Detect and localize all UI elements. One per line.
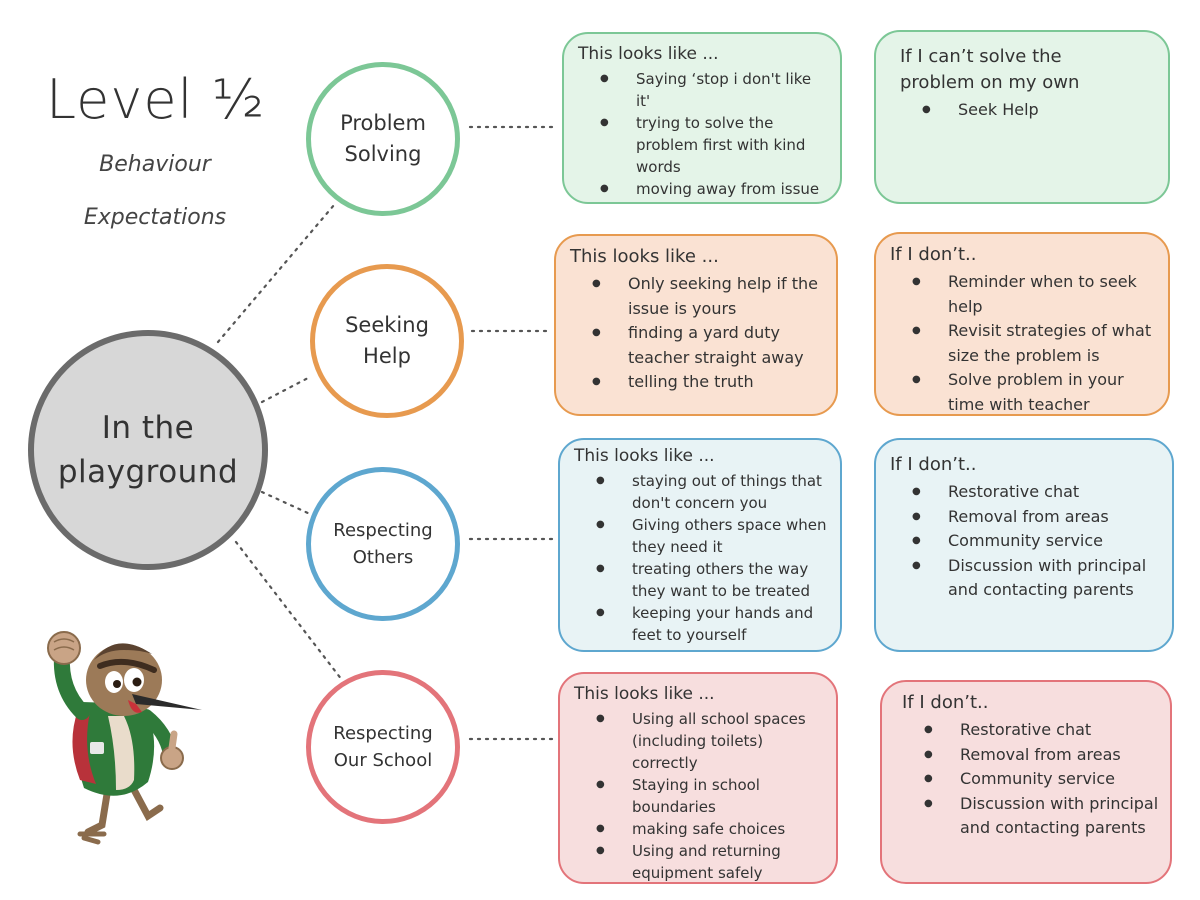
- bullet-list: [890, 270, 1158, 417]
- bullet-list: [900, 98, 1158, 123]
- node-label: Respecting: [333, 520, 433, 541]
- list-item: ● Using and returning equipment safely: [632, 840, 826, 884]
- list-item: ● Solve problem in your time with teacher: [948, 368, 1158, 417]
- node-label: Our School: [333, 750, 433, 771]
- list-item: ● Community service: [960, 767, 1160, 792]
- looks-like-box-respecting-school: [558, 672, 838, 884]
- box-heading: This looks like ...: [574, 446, 715, 466]
- list-item: ● Revisit strategies of what size the problem is: [948, 319, 1158, 368]
- consequence-box-respecting-others: [874, 438, 1174, 652]
- list-item: ● Discussion with principal and contacting parents: [948, 554, 1162, 603]
- looks-like-box-problem-solving: [562, 32, 842, 204]
- subtitle-line-1: Behaviour: [99, 152, 211, 177]
- list-item: ● Saying ‘stop i don't like it': [636, 68, 830, 112]
- list-item: ● Removal from areas: [960, 743, 1160, 768]
- list-item: ● Only seeking help if the issue is yours: [628, 272, 826, 321]
- box-heading: This looks like ...: [578, 44, 719, 64]
- node-label: Help: [363, 344, 411, 368]
- list-item: ● Community service: [948, 529, 1162, 554]
- list-item: ● Using all school spaces (including toilets) correctly: [632, 708, 826, 774]
- list-item: ● Restorative chat: [960, 718, 1160, 743]
- node-respecting-our-school: [306, 670, 460, 824]
- list-item: ● Restorative chat: [948, 480, 1162, 505]
- bullet-list: [578, 68, 830, 200]
- hub-label-line-1: In the: [101, 410, 195, 446]
- bullet-list: [890, 480, 1162, 603]
- list-item: ● staying out of things that don't concern you: [632, 470, 830, 514]
- list-item: ● Reminder when to seek help: [948, 270, 1158, 319]
- list-item: ● Seek Help: [958, 98, 1158, 123]
- looks-like-box-seeking-help: [554, 234, 838, 416]
- node-seeking-help: [310, 264, 464, 418]
- hub-to-seeking-help: [262, 378, 308, 402]
- list-item: ● treating others the way they want to be treated: [632, 558, 830, 602]
- hub-circle: [28, 330, 268, 570]
- box-heading: If I don’t..: [902, 692, 989, 713]
- list-item: ● finding a yard duty teacher straight away: [628, 321, 826, 370]
- node-label: Respecting: [333, 723, 433, 744]
- list-item: ● making safe choices: [632, 818, 826, 840]
- list-item: ● Giving others space when they need it: [632, 514, 830, 558]
- subtitle-line-2: Expectations: [83, 205, 227, 230]
- bullet-list: [570, 272, 826, 395]
- hub-to-respecting-others: [262, 492, 310, 514]
- bullet-list: [574, 470, 830, 646]
- list-item: ● Removal from areas: [948, 505, 1162, 530]
- node-respecting-others: [306, 467, 460, 621]
- node-label: Problem: [340, 111, 426, 135]
- hub-label-line-2: playground: [57, 454, 239, 490]
- node-label: Others: [352, 547, 414, 568]
- list-item: ● telling the truth: [628, 370, 826, 395]
- box-heading: This looks like ...: [574, 684, 715, 704]
- list-item: ● moving away from issue: [636, 178, 830, 200]
- box-heading: This looks like ...: [570, 246, 719, 267]
- box-heading: If I can’t solve the problem on my own: [900, 46, 1080, 93]
- node-label: Solving: [344, 142, 422, 166]
- list-item: ● trying to solve the problem first with kind words: [636, 112, 830, 178]
- list-item: ● Discussion with principal and contacting parents: [960, 792, 1160, 841]
- looks-like-box-respecting-others: [558, 438, 842, 652]
- consequence-box-seeking-help: [874, 232, 1170, 416]
- kookaburra-mascot-icon: [20, 620, 210, 850]
- list-item: ● Staying in school boundaries: [632, 774, 826, 818]
- node-label: Seeking: [345, 313, 429, 337]
- consequence-box-problem-solving: [874, 30, 1170, 204]
- bullet-list: [574, 708, 826, 884]
- page-title: Level ½: [46, 68, 266, 131]
- box-heading: If I don’t..: [890, 454, 977, 475]
- node-problem-solving: [306, 62, 460, 216]
- consequence-box-respecting-school: [880, 680, 1172, 884]
- list-item: ● keeping your hands and feet to yourself: [632, 602, 830, 646]
- box-heading: If I don’t..: [890, 244, 977, 265]
- bullet-list: [902, 718, 1160, 841]
